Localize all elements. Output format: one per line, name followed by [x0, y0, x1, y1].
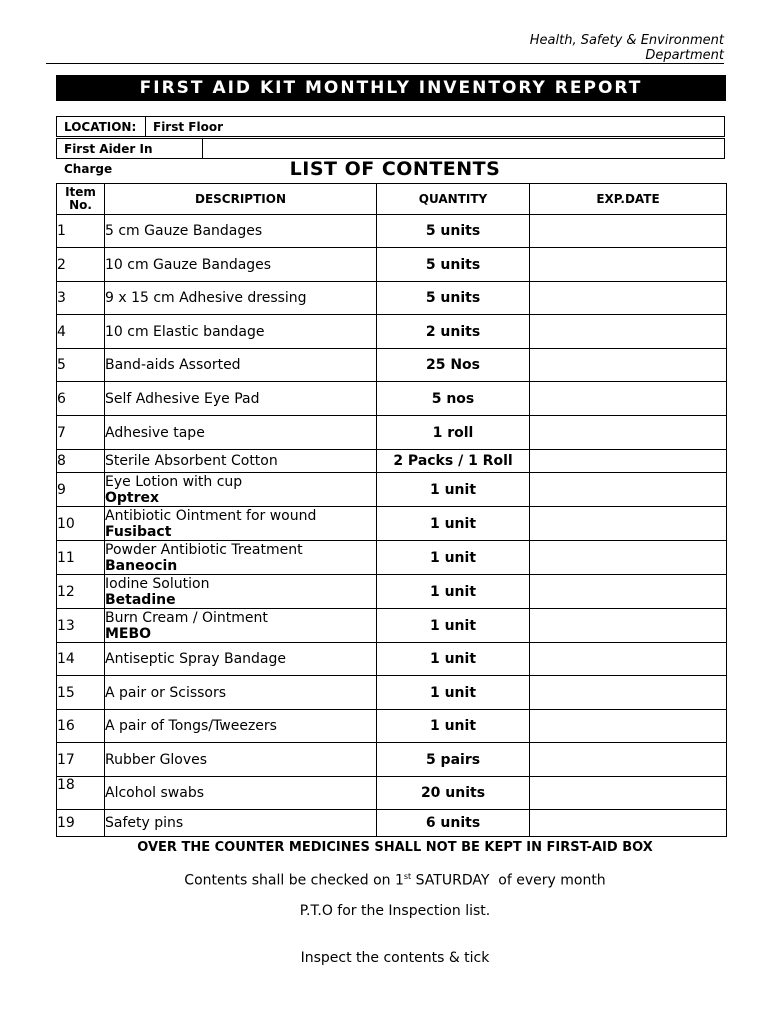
- header-item-no: Item No.: [57, 184, 105, 215]
- department-label: [530, 33, 724, 63]
- report-title: FIRST AID KIT MONTHLY INVENTORY REPORT: [56, 75, 726, 101]
- item-exp-date[interactable]: [530, 743, 727, 777]
- check-schedule: [0, 872, 768, 889]
- item-description: [105, 473, 377, 507]
- item-quantity: 20 units: [377, 777, 530, 810]
- item-description: [105, 215, 377, 248]
- item-quantity: 5 units: [377, 282, 530, 315]
- item-exp-date[interactable]: [530, 710, 727, 743]
- description-text: Iodine Solution: [105, 575, 210, 592]
- item-quantity: 1 unit: [377, 575, 530, 609]
- item-number: 2: [57, 248, 105, 282]
- department-line-1: Health, Safety & Environment: [529, 33, 724, 48]
- table-row: [57, 450, 727, 473]
- location-label: LOCATION:: [57, 117, 146, 136]
- first-aider-label: First Aider In Charge: [57, 139, 203, 158]
- item-description: [105, 810, 377, 837]
- item-quantity: 1 unit: [377, 676, 530, 710]
- item-exp-date[interactable]: [530, 810, 727, 837]
- item-number: 3: [57, 282, 105, 315]
- table-row: [57, 248, 727, 282]
- table-row: [57, 743, 727, 777]
- description-text: 10 cm Gauze Bandages: [105, 256, 272, 273]
- table-row: [57, 575, 727, 609]
- item-number: 16: [57, 710, 105, 743]
- item-quantity: 1 unit: [377, 609, 530, 643]
- table-header-row: [57, 184, 727, 215]
- item-description: [105, 743, 377, 777]
- item-quantity: 2 Packs / 1 Roll: [377, 450, 530, 473]
- item-exp-date[interactable]: [530, 248, 727, 282]
- brand-name: MEBO: [105, 625, 152, 642]
- item-description: [105, 609, 377, 643]
- table-row: [57, 810, 727, 837]
- item-description: [105, 643, 377, 676]
- item-number: 7: [57, 416, 105, 450]
- item-number: 18: [57, 777, 105, 810]
- item-quantity: 1 roll: [377, 416, 530, 450]
- item-exp-date[interactable]: [530, 349, 727, 382]
- item-description: [105, 450, 377, 473]
- item-description: [105, 676, 377, 710]
- item-exp-date[interactable]: [530, 575, 727, 609]
- description-text: Rubber Gloves: [105, 751, 208, 768]
- item-exp-date[interactable]: [530, 643, 727, 676]
- item-description: [105, 349, 377, 382]
- description-text: Eye Lotion with cup: [105, 473, 243, 490]
- description-text: Antibiotic Ointment for wound: [105, 507, 317, 524]
- description-text: Powder Antibiotic Treatment: [105, 541, 303, 558]
- item-exp-date[interactable]: [530, 416, 727, 450]
- otc-notice: OVER THE COUNTER MEDICINES SHALL NOT BE KEPT IN FIRST-AID BOX: [137, 840, 653, 855]
- item-description: [105, 416, 377, 450]
- item-quantity: 2 units: [377, 315, 530, 349]
- table-row: [57, 282, 727, 315]
- table-row: [57, 473, 727, 507]
- brand-name: Optrex: [105, 489, 160, 506]
- item-number: 17: [57, 743, 105, 777]
- item-exp-date[interactable]: [530, 450, 727, 473]
- table-row: [57, 382, 727, 416]
- item-number: 5: [57, 349, 105, 382]
- item-exp-date[interactable]: [530, 676, 727, 710]
- table-row: [57, 676, 727, 710]
- item-description: [105, 282, 377, 315]
- item-quantity: 1 unit: [377, 507, 530, 541]
- item-exp-date[interactable]: [530, 609, 727, 643]
- item-exp-date[interactable]: [530, 215, 727, 248]
- table-row: [57, 777, 727, 810]
- header-quantity: QUANTITY: [377, 184, 530, 215]
- table-row: [57, 507, 727, 541]
- location-row: [56, 116, 725, 137]
- table-row: [57, 541, 727, 575]
- description-text: Band-aids Assorted: [105, 357, 241, 373]
- check-schedule-text-b: SATURDAY of every month: [411, 872, 606, 889]
- item-number: 19: [57, 810, 105, 837]
- item-quantity: 1 unit: [377, 710, 530, 743]
- check-schedule-sup: st: [403, 872, 412, 881]
- item-quantity: 5 units: [377, 248, 530, 282]
- item-quantity: 1 unit: [377, 643, 530, 676]
- item-exp-date[interactable]: [530, 382, 727, 416]
- table-row: [57, 315, 727, 349]
- item-description: [105, 777, 377, 810]
- item-exp-date[interactable]: [530, 541, 727, 575]
- item-quantity: 1 unit: [377, 473, 530, 507]
- item-exp-date[interactable]: [530, 315, 727, 349]
- header-rule: [46, 63, 724, 64]
- item-description: [105, 710, 377, 743]
- item-quantity: 5 nos: [377, 382, 530, 416]
- item-quantity: 6 units: [377, 810, 530, 837]
- item-number: 11: [57, 541, 105, 575]
- item-quantity: 1 unit: [377, 541, 530, 575]
- table-row: [57, 609, 727, 643]
- item-number: 1: [57, 215, 105, 248]
- table-row: [57, 643, 727, 676]
- item-exp-date[interactable]: [530, 507, 727, 541]
- item-exp-date[interactable]: [530, 777, 727, 810]
- description-text: Antiseptic Spray Bandage: [105, 651, 287, 667]
- check-schedule-text-a: Contents shall be checked on 1: [184, 872, 404, 889]
- description-text: 10 cm Elastic bandage: [105, 323, 265, 340]
- contents-title: LIST OF CONTENTS: [289, 158, 501, 180]
- table-row: [57, 416, 727, 450]
- item-description: [105, 382, 377, 416]
- table-row: [57, 215, 727, 248]
- description-text: Alcohol swabs: [105, 785, 205, 801]
- item-quantity: 5 pairs: [377, 743, 530, 777]
- item-number: 12: [57, 575, 105, 609]
- item-description: [105, 315, 377, 349]
- item-quantity: 25 Nos: [377, 349, 530, 382]
- description-text: Self Adhesive Eye Pad: [105, 390, 260, 407]
- description-text: Adhesive tape: [105, 424, 205, 441]
- item-number: 15: [57, 676, 105, 710]
- table-row: [57, 349, 727, 382]
- description-text: Burn Cream / Ointment: [105, 609, 268, 626]
- item-quantity: 5 units: [377, 215, 530, 248]
- location-value[interactable]: First Floor: [153, 120, 224, 134]
- description-text: A pair of Tongs/Tweezers: [105, 718, 277, 734]
- item-description: [105, 575, 377, 609]
- item-description: [105, 507, 377, 541]
- description-text: A pair or Scissors: [105, 684, 227, 701]
- brand-name: Fusibact: [105, 523, 172, 540]
- item-number: 10: [57, 507, 105, 541]
- item-number: 4: [57, 315, 105, 349]
- header-exp-date: EXP.DATE: [530, 184, 727, 215]
- inventory-table: [56, 183, 727, 837]
- pto-note: P.T.O for the Inspection list.: [299, 903, 491, 919]
- inspect-note: Inspect the contents & tick: [300, 950, 490, 966]
- item-description: [105, 248, 377, 282]
- description-text: 9 x 15 cm Adhesive dressing: [105, 290, 307, 306]
- item-number: 14: [57, 643, 105, 676]
- description-text: Sterile Absorbent Cotton: [105, 453, 278, 469]
- item-number: 6: [57, 382, 105, 416]
- item-description: [105, 541, 377, 575]
- department-line-2: Department: [645, 48, 724, 63]
- description-text: 5 cm Gauze Bandages: [105, 223, 263, 239]
- item-number: 13: [57, 609, 105, 643]
- first-aider-value[interactable]: [203, 139, 724, 158]
- item-exp-date[interactable]: [530, 282, 727, 315]
- item-number: 9: [57, 473, 105, 507]
- brand-name: Baneocin: [105, 557, 178, 574]
- header-description: DESCRIPTION: [105, 184, 377, 215]
- brand-name: Betadine: [105, 591, 176, 608]
- description-text: Safety pins: [105, 815, 184, 831]
- table-row: [57, 710, 727, 743]
- item-number: 8: [57, 450, 105, 473]
- item-exp-date[interactable]: [530, 473, 727, 507]
